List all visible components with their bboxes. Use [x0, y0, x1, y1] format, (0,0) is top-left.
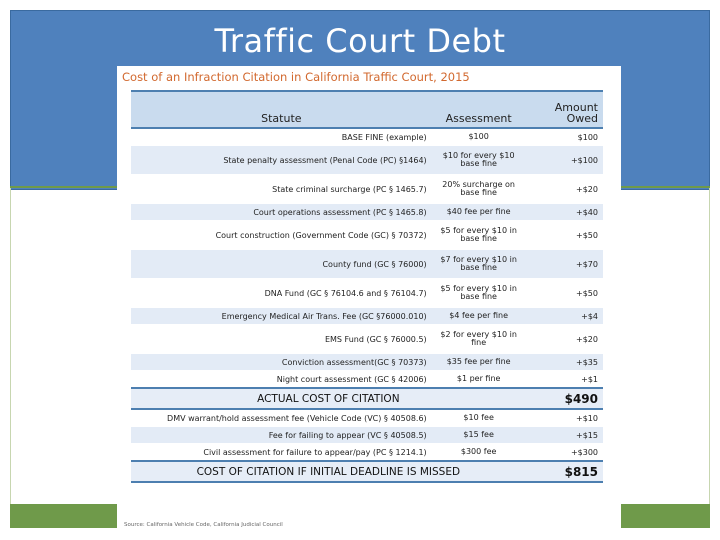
cell-statute: Fee for failing to appear (VC § 40508.5)	[131, 427, 432, 444]
table-row	[131, 427, 603, 444]
figure-title: Cost of an Infraction Citation in California Traffic Court, 2015	[122, 70, 470, 84]
header-statute: Statute	[131, 91, 432, 128]
cell-total-label: COST OF CITATION IF INITIAL DEADLINE IS MISSED	[131, 461, 526, 482]
slide-title: Traffic Court Debt	[214, 22, 506, 60]
cell-owed: +$70	[526, 250, 603, 279]
cell-owed: +$20	[526, 325, 603, 354]
cell-owed: $100	[526, 128, 603, 146]
cell-assessment: $100	[432, 128, 526, 146]
table-row	[131, 146, 603, 175]
table-row	[131, 250, 603, 279]
figure-source: Source: California Vehicle Code, California Judicial Council	[124, 522, 283, 528]
cell-statute: BASE FINE (example)	[131, 128, 432, 146]
cell-statute: Civil assessment for failure to appear/pay (PC § 1214.1)	[131, 444, 432, 462]
cell-assessment: $300 fee	[432, 444, 526, 462]
cell-statute: EMS Fund (GC § 76000.5)	[131, 325, 432, 354]
cell-owed: +$35	[526, 354, 603, 371]
cell-statute: Conviction assessment(GC § 70373)	[131, 354, 432, 371]
cell-total-owed: $490	[526, 388, 603, 409]
header-assessment: Assessment	[432, 91, 526, 128]
cell-owed: +$15	[526, 427, 603, 444]
cell-statute: Court operations assessment (PC § 1465.8)	[131, 204, 432, 221]
table-row	[131, 409, 603, 427]
table-row	[131, 325, 603, 354]
cell-owed: +$40	[526, 204, 603, 221]
cell-assessment: $10 fee	[432, 409, 526, 427]
citation-cost-table	[131, 90, 603, 483]
table-row	[131, 221, 603, 250]
table-row	[131, 175, 603, 204]
cell-owed: +$50	[526, 221, 603, 250]
table-body	[131, 128, 603, 482]
cell-assessment: $4 fee per fine	[432, 308, 526, 325]
cell-total-label: ACTUAL COST OF CITATION	[131, 388, 526, 409]
cell-statute: Emergency Medical Air Trans. Fee (GC §76000.010)	[131, 308, 432, 325]
frame-divider-left	[10, 186, 118, 188]
cell-total-owed: $815	[526, 461, 603, 482]
cell-assessment: $5 for every $10 in base fine	[432, 221, 526, 250]
cell-assessment: $35 fee per fine	[432, 354, 526, 371]
cell-statute: State criminal surcharge (PC § 1465.7)	[131, 175, 432, 204]
table-total-row	[131, 388, 603, 409]
table-row	[131, 371, 603, 389]
cell-owed: +$1	[526, 371, 603, 389]
cell-statute: Court construction (Government Code (GC) § 70372)	[131, 221, 432, 250]
cell-assessment: $10 for every $10 base fine	[432, 146, 526, 175]
table-header-row	[131, 91, 603, 128]
header-amount-owed	[526, 91, 603, 128]
cell-owed: +$300	[526, 444, 603, 462]
frame-divider-right	[621, 186, 710, 188]
table-row	[131, 204, 603, 221]
cell-owed: +$4	[526, 308, 603, 325]
cell-assessment: $7 for every $10 in base fine	[432, 250, 526, 279]
cell-assessment: $5 for every $10 in base fine	[432, 279, 526, 308]
cell-assessment: 20% surcharge on base fine	[432, 175, 526, 204]
cell-assessment: $1 per fine	[432, 371, 526, 389]
cell-assessment: $40 fee per fine	[432, 204, 526, 221]
citation-cost-figure	[117, 66, 621, 538]
header-owed-line1: Amount	[554, 101, 598, 114]
frame-border-left	[10, 188, 11, 528]
table-row	[131, 128, 603, 146]
cell-statute: Night court assessment (GC § 42006)	[131, 371, 432, 389]
table-row	[131, 279, 603, 308]
cell-statute: DMV warrant/hold assessment fee (Vehicle Code (VC) § 40508.6)	[131, 409, 432, 427]
table-row	[131, 354, 603, 371]
cell-assessment: $15 fee	[432, 427, 526, 444]
table-row	[131, 444, 603, 462]
cell-owed: +$100	[526, 146, 603, 175]
cell-statute: DNA Fund (GC § 76104.6 and § 76104.7)	[131, 279, 432, 308]
cell-statute: County fund (GC § 76000)	[131, 250, 432, 279]
cell-owed: +$50	[526, 279, 603, 308]
table-row	[131, 308, 603, 325]
cell-owed: +$20	[526, 175, 603, 204]
header-owed-line2: Owed	[566, 112, 598, 125]
cell-statute: State penalty assessment (Penal Code (PC) §1464)	[131, 146, 432, 175]
cell-owed: +$10	[526, 409, 603, 427]
frame-border-right	[709, 188, 710, 528]
cell-assessment: $2 for every $10 in fine	[432, 325, 526, 354]
table-total-row	[131, 461, 603, 482]
